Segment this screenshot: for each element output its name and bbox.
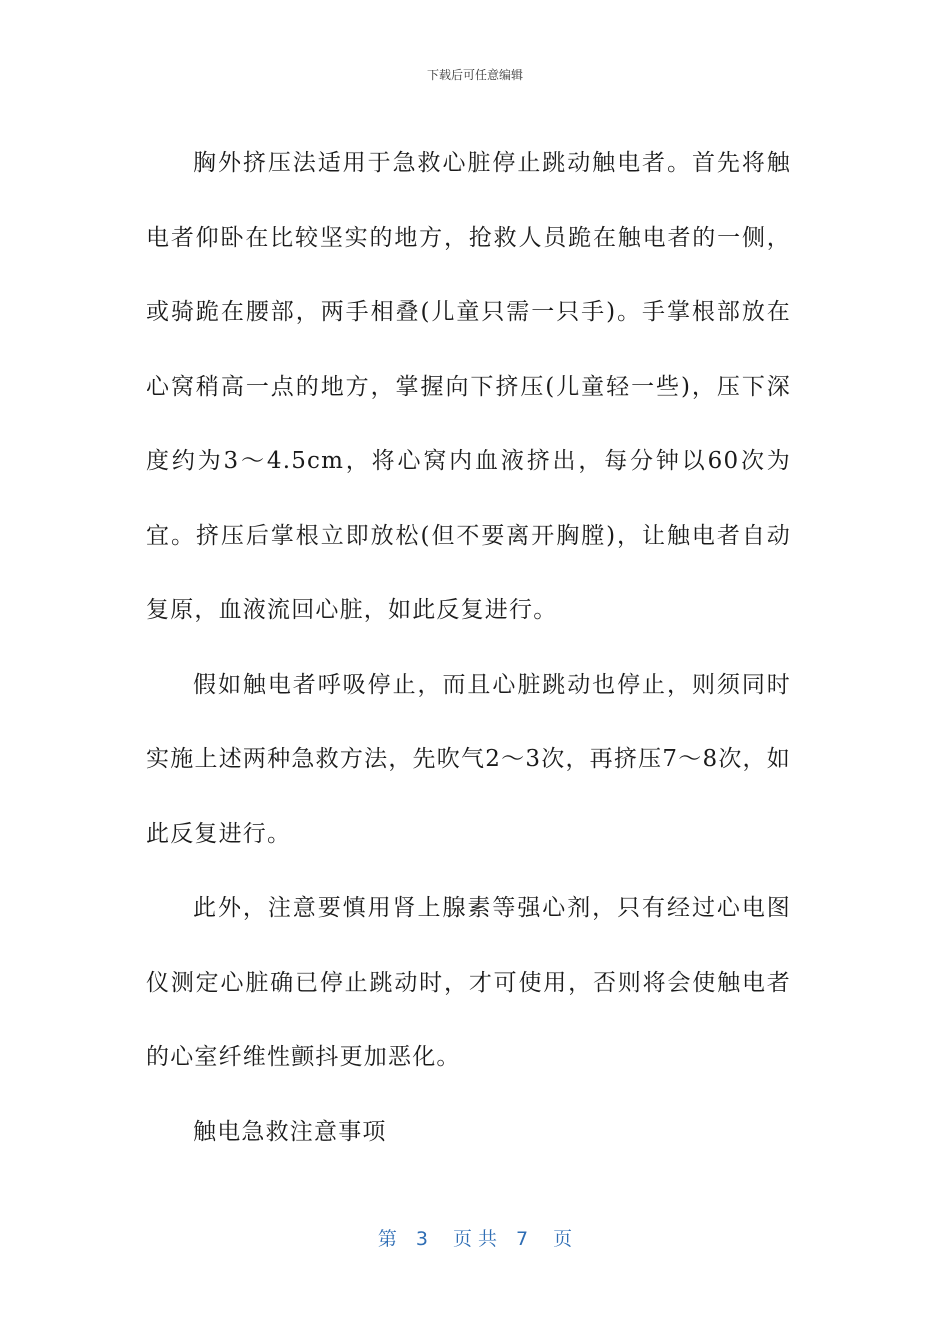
header-note: 下载后可任意编辑 bbox=[426, 68, 523, 82]
section-heading-precautions: 触电急救注意事项 bbox=[193, 1118, 387, 1145]
paragraph-combined-rescue: 假如触电者呼吸停止，而且心脏跳动也停止，则须同时实施上述两种急救方法，先吹气2～3次，再挤压7～8次，如此反复进行。 bbox=[146, 671, 791, 847]
document-body bbox=[146, 126, 791, 1169]
paragraph-cardiac-stimulant: 此外，注意要慎用肾上腺素等强心剂，只有经过心电图仪测定心脏确已停止跳动时，才可使用，否则将会使触电者的心室纤维性颤抖更加恶化。 bbox=[146, 895, 791, 1070]
page-number-footer: 第 3 页 共 7 页 bbox=[377, 1228, 573, 1250]
paragraph-chest-compression: 胸外挤压法适用于急救心脏停止跳动触电者。首先将触电者仰卧在比较坚实的地方，抢救人员跪在触电者的一侧，或骑跪在腰部，两手相叠(儿童只需一只手)。手掌根部放在心窝稍高一点的地方，掌握向下挤压(儿童轻一些)，压下深度约为3～4.5cm，将心窝内血液挤出，每分钟以60次为宜。挤压后掌根立即放松(但不要离开胸膛)，让触电者自动复原，血液流回心脏，如此反复进行。 bbox=[146, 150, 791, 623]
